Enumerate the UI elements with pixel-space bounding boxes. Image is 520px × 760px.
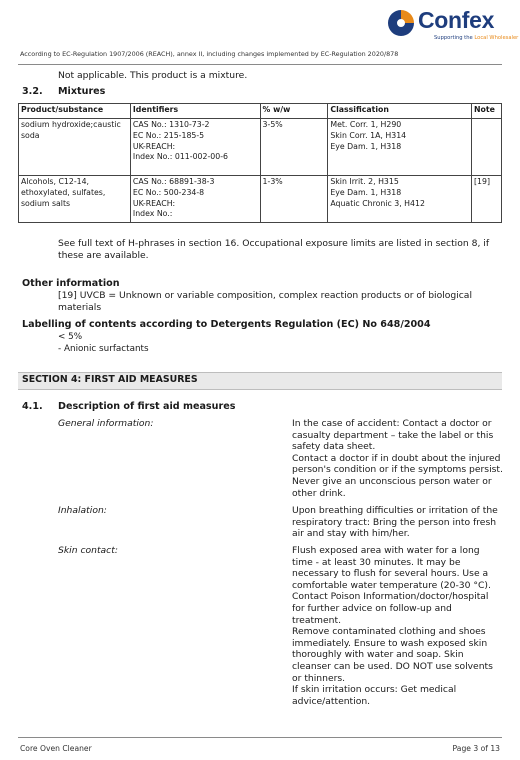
logo-wordmark: Confex: [418, 7, 495, 33]
section-4-header: [18, 372, 502, 390]
table-row: [19, 176, 502, 223]
skin-contact-text: Flush exposed area with water for a long time - at least 30 minutes. It may be necessary to flush for several hours. Use a comfortable water temperature (20-30 °C). Contact Poison Information/doctor/hospital for further advice on follow-up and treatment. Remove contaminated clothing and shoes immediately. Ensure to wash exposed skin thoroughly with water and soap. Skin cleanser can be used. DO NOT use solvents or thinners. If skin irritation occurs: Get medical advice/attention.: [292, 545, 493, 707]
note-cell: [19]: [472, 176, 502, 223]
identifiers-cell: CAS No.: 68891-38-3 EC No.: 500-234-8 UK-REACH: Index No.:: [130, 176, 260, 223]
inhalation-text: Upon breathing difficulties or irritation of the respiratory tract: Bring the person into fresh air and stay with him/her.: [292, 505, 498, 540]
footer-product-name: Core Oven Cleaner: [20, 744, 92, 753]
section-title: Mixtures: [58, 86, 106, 97]
percent-cell: 3-5%: [260, 119, 328, 176]
labelling-text: < 5% - Anionic surfactants: [58, 332, 149, 354]
column-header: Identifiers: [130, 104, 260, 119]
labelling-title: Labelling of contents according to Detergents Regulation (EC) No 648/2004: [22, 319, 431, 330]
note-cell: [472, 119, 502, 176]
percent-cell: 1-3%: [260, 176, 328, 223]
other-info-title: Other information: [22, 278, 120, 289]
confex-logo: [386, 6, 519, 42]
mixtures-table: [18, 103, 502, 223]
general-info-text: In the case of accident: Contact a doctor or casualty department – take the label or this safety data sheet. Contact a doctor if in doubt about the injured person's condition or if the symptoms persist. Never give an unconscious person water or other drink.: [292, 418, 503, 499]
header-divider: [18, 64, 502, 65]
regulation-line: According to EC-Regulation 1907/2006 (REACH), annex II, including changes implemented by EC-Regulation 2020/878: [20, 50, 399, 58]
inhalation-label: Inhalation:: [58, 505, 107, 516]
skin-contact-label: Skin contact:: [58, 545, 118, 556]
mixture-note: Not applicable. This product is a mixture.: [58, 70, 248, 81]
column-header: Note: [472, 104, 502, 119]
confex-c-icon: [386, 8, 416, 38]
column-header: Product/substance: [19, 104, 131, 119]
footer-divider: [18, 737, 502, 738]
section-number: 3.2.: [22, 86, 43, 97]
general-info-label: General information:: [58, 418, 154, 429]
other-info-text: [19] UVCB = Unknown or variable composition, complex reaction products or of biological materials: [58, 290, 472, 313]
classification-cell: Skin Irrit. 2, H315 Eye Dam. 1, H318 Aquatic Chronic 3, H412: [328, 176, 472, 223]
subsection-number: 4.1.: [22, 401, 43, 412]
section-4-title: SECTION 4: FIRST AID MEASURES: [22, 374, 198, 385]
logo-tagline: Supporting the Local Wholesaler: [434, 35, 519, 41]
column-header: % w/w: [260, 104, 328, 119]
identifiers-cell: CAS No.: 1310-73-2 EC No.: 215-185-5 UK-REACH: Index No.: 011-002-00-6: [130, 119, 260, 176]
substance-cell: sodium hydroxide;caustic soda: [19, 119, 131, 176]
substance-cell: Alcohols, C12-14, ethoxylated, sulfates, sodium salts: [19, 176, 131, 223]
h-phrases-note: See full text of H-phrases in section 16. Occupational exposure limits are listed in section 8, if these are available.: [58, 238, 490, 261]
column-header: Classification: [328, 104, 472, 119]
footer-page-number: Page 3 of 13: [452, 744, 500, 753]
table-row: [19, 119, 502, 176]
classification-cell: Met. Corr. 1, H290 Skin Corr. 1A, H314 Eye Dam. 1, H318: [328, 119, 472, 176]
subsection-title: Description of first aid measures: [58, 401, 236, 412]
table-header-row: [19, 104, 502, 119]
